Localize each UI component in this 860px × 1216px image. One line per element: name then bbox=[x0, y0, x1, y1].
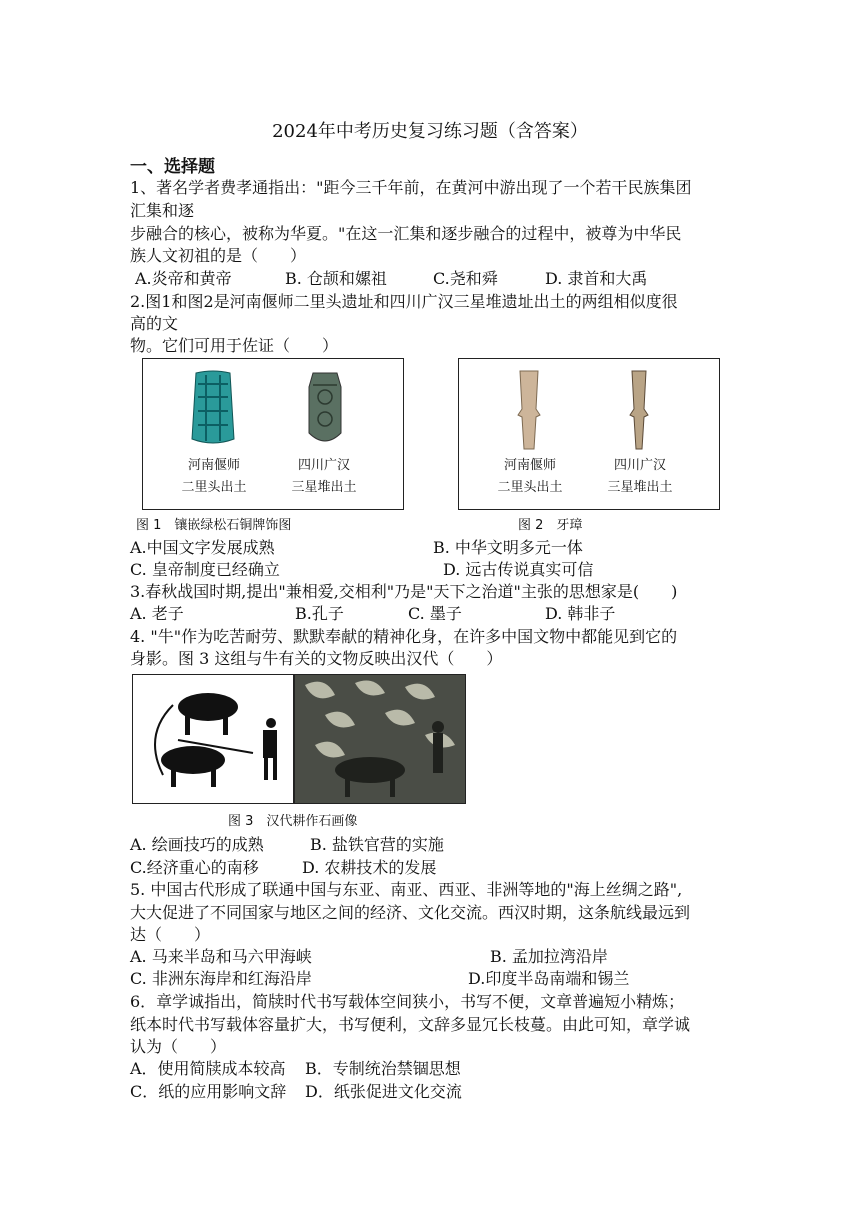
q4-option-c: C.经济重心的南移 bbox=[130, 858, 259, 877]
q1-option-b: B. 仓颉和嫘祖 bbox=[285, 269, 387, 288]
q2-option-c: C. 皇帝制度已经确立 bbox=[130, 560, 280, 579]
q5-stem-line2: 大大促进了不同国家与地区之间的经济、文化交流。西汉时期，这条航线最远到 bbox=[130, 903, 691, 922]
q3-option-a: A. 老子 bbox=[130, 604, 184, 623]
figure-2-caption: 图 2 牙璋 bbox=[518, 518, 583, 533]
bronze-plaque-image bbox=[303, 367, 347, 451]
page-title: 2024年中考历史复习练习题（含答案） bbox=[272, 121, 588, 142]
q5-option-b: B. 孟加拉湾沿岸 bbox=[490, 947, 608, 966]
q1-stem-line4: 族人文初祖的是（ ） bbox=[130, 246, 307, 265]
turquoise-plaque-image bbox=[188, 369, 238, 449]
figure-1-frame bbox=[142, 358, 404, 510]
fig2-label-1a: 河南偃师 bbox=[503, 458, 556, 473]
figure-2-frame bbox=[458, 358, 720, 510]
plowing-ox-rubbing-image bbox=[133, 675, 293, 803]
q6-stem-line3: 认为（ ） bbox=[130, 1037, 227, 1056]
q1-option-a: A.炎帝和黄帝 bbox=[135, 269, 232, 288]
q6-option-c: C．纸的应用影响文辞 bbox=[130, 1082, 287, 1101]
q1-option-d: D. 隶首和大禹 bbox=[545, 269, 648, 288]
q6-stem-line1: 6．章学诚指出，简牍时代书写载体空间狭小，书写不便，文章普遍短小精炼； bbox=[130, 992, 685, 1011]
fig2-label-2b: 三星堆出土 bbox=[607, 480, 673, 495]
q5-stem-line3: 达（ ） bbox=[130, 925, 211, 944]
figure-3-caption: 图 3 汉代耕作石画像 bbox=[228, 814, 358, 829]
section-heading: 一、选择题 bbox=[130, 157, 215, 177]
q4-stem-line1: 4. "牛"作为吃苦耐劳、默默奉献的精神化身，在许多中国文物中都能见到它的 bbox=[130, 627, 678, 646]
q3-option-b: B.孔子 bbox=[295, 604, 344, 623]
q5-option-c: C. 非洲东海岸和红海沿岸 bbox=[130, 969, 312, 988]
q6-option-d: D．纸张促进文化交流 bbox=[305, 1082, 462, 1101]
q4-option-b: B. 盐铁官营的实施 bbox=[310, 835, 444, 854]
q2-stem-line3: 物。它们可用于佐证（ ） bbox=[130, 336, 339, 355]
q5-option-a: A. 马来半岛和马六甲海峡 bbox=[130, 947, 312, 966]
q1-stem-line1: 1、著名学者费孝通指出："距今三千年前，在黄河中游出现了一个若干民族集团 bbox=[130, 178, 692, 197]
q1-option-c: C.尧和舜 bbox=[433, 269, 498, 288]
q2-stem-line1: 2.图1和图2是河南偃师二里头遗址和四川广汉三星堆遗址出土的两组相似度很 bbox=[130, 292, 678, 311]
fig1-label-1a: 河南偃师 bbox=[187, 458, 240, 473]
q6-option-b: B．专制统治禁锢思想 bbox=[305, 1059, 461, 1078]
fig2-label-1b: 二里头出土 bbox=[497, 480, 563, 495]
fig2-label-2a: 四川广汉 bbox=[613, 458, 666, 473]
q1-stem-line2: 汇集和逐 bbox=[130, 201, 195, 220]
q2-option-b: B. 中华文明多元一体 bbox=[433, 538, 583, 557]
q2-stem-line2: 高的文 bbox=[130, 314, 179, 333]
q4-option-d: D. 农耕技术的发展 bbox=[302, 858, 437, 877]
q5-option-d: D.印度半岛南端和锡兰 bbox=[468, 969, 630, 988]
figure-1-caption: 图 1 镶嵌绿松石铜牌饰图 bbox=[136, 518, 292, 533]
yazhang-jade-1-image bbox=[514, 369, 544, 451]
q4-option-a: A. 绘画技巧的成熟 bbox=[130, 835, 264, 854]
figure-3-left-frame bbox=[132, 674, 294, 804]
q3-option-d: D. 韩非子 bbox=[545, 604, 616, 623]
stone-relief-image bbox=[295, 675, 465, 803]
q3-stem: 3.春秋战国时期,提出"兼相爱,交相利"乃是"天下之治道"主张的思想家是( ) bbox=[130, 582, 678, 601]
q6-option-a: A．使用简牍成本较高 bbox=[130, 1059, 286, 1078]
q1-stem-line3: 步融合的核心，被称为华夏。"在这一汇集和逐步融合的过程中，被尊为中华民 bbox=[130, 224, 682, 243]
figure-3-right-frame bbox=[294, 674, 466, 804]
q6-stem-line2: 纸本时代书写载体容量扩大，书写便利，文辞多显冗长枝蔓。由此可知，章学诚 bbox=[130, 1015, 691, 1034]
yazhang-jade-2-image bbox=[624, 369, 654, 451]
q5-stem-line1: 5. 中国古代形成了联通中国与东亚、南亚、西亚、非洲等地的"海上丝绸之路", bbox=[130, 880, 683, 899]
q3-option-c: C. 墨子 bbox=[408, 604, 462, 623]
q4-stem-line2: 身影。图 3 这组与牛有关的文物反映出汉代（ ） bbox=[130, 649, 503, 668]
fig1-label-2a: 四川广汉 bbox=[297, 458, 350, 473]
q2-option-d: D. 远古传说真实可信 bbox=[443, 560, 594, 579]
fig1-label-1b: 二里头出土 bbox=[181, 480, 247, 495]
fig1-label-2b: 三星堆出土 bbox=[291, 480, 357, 495]
q2-option-a: A.中国文字发展成熟 bbox=[130, 538, 275, 557]
